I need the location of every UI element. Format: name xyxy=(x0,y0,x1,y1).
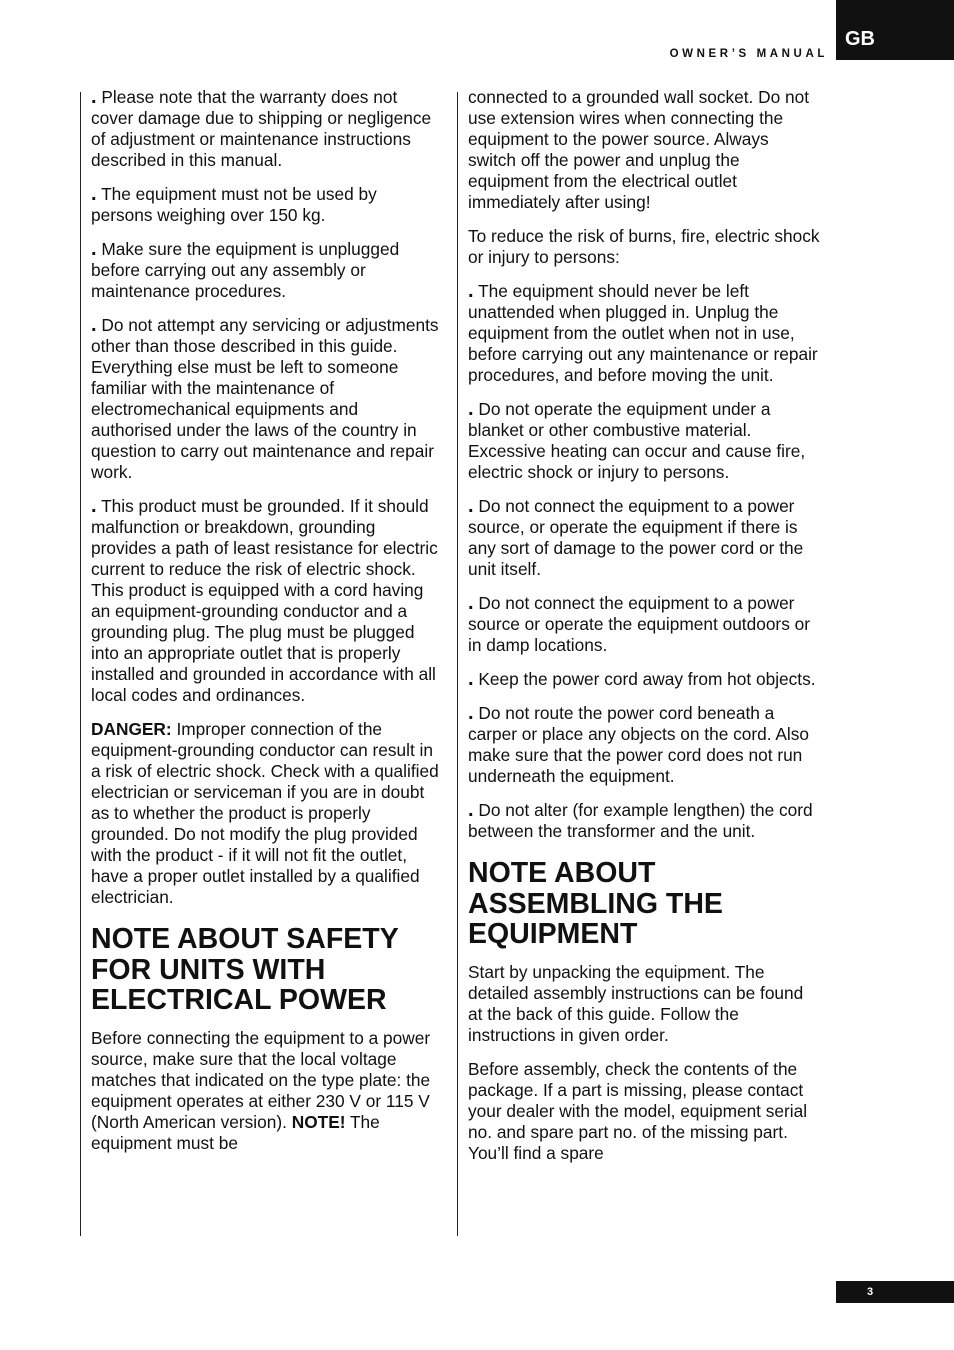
danger-text: Improper connection of the equipment-grounding conductor can result in a risk of electric shock. Check with a qualified electrician or serviceman if you are in doubt as to whether the product is properly grounded. Do not modify the plug provided with the product - if it will not fit the outlet, have a proper outlet installed by a qualified electrician. xyxy=(91,719,439,907)
voltage-paragraph xyxy=(91,1028,443,1154)
heading-assembly: NOTE ABOUT ASSEMBLING THE EQUIPMENT xyxy=(468,857,723,950)
paragraph-text: The equipment must be xyxy=(91,1111,380,1153)
bullet-icon: . xyxy=(468,592,474,614)
running-head: OWNER’S MANUAL xyxy=(669,48,828,60)
bullet-icon: . xyxy=(468,799,474,821)
bullet-icon: . xyxy=(91,86,97,108)
paragraph-text: The equipment should never be left unattended when plugged in. Unplug the equipment from the outlet when not in use, before carrying out any maintenance or repair procedures, and before moving the unit. xyxy=(468,281,818,385)
bullet-paragraph xyxy=(468,669,820,690)
bullet-icon: . xyxy=(468,668,474,690)
paragraph: To reduce the risk of burns, fire, electric shock or injury to persons: xyxy=(468,226,820,267)
bullet-icon: . xyxy=(468,702,474,724)
bullet-icon: . xyxy=(91,314,97,336)
language-tab: GB xyxy=(836,0,954,60)
paragraph-text: Before connecting the equipment to a power source, make sure that the local voltage matches that indicated on the type plate: the equipment operates at either 230 V or 115 V (North American version). xyxy=(91,1027,431,1132)
danger-label: DANGER: xyxy=(91,719,172,739)
paragraph-text: Do not route the power cord beneath a carper or place any objects on the cord. Also make sure that the power cord does not run underneath the equipment. xyxy=(468,703,810,786)
paragraph-text: Do not alter (for example lengthen) the cord between the transformer and the unit. xyxy=(468,800,813,841)
column-rule-left xyxy=(80,92,81,1236)
danger-paragraph xyxy=(91,719,443,908)
paragraph-text: Do not operate the equipment under a blanket or other combustive material. Excessive heating can occur and cause fire, electric shock or injury to persons. xyxy=(468,399,806,482)
paragraph-text: Do not attempt any servicing or adjustments other than those described in this guide. Everything else must be left to someone familiar with the maintenance of electromechanical equipments and authorised under the laws of the country in question to carry out maintenance and repair work. xyxy=(91,315,439,482)
bullet-icon: . xyxy=(468,495,474,517)
paragraph: Start by unpacking the equipment. The detailed assembly instructions can be found at the back of this guide. Follow the instructions in given order. xyxy=(468,961,804,1045)
right-column xyxy=(468,87,820,1177)
paragraph-text: Please note that the warranty does not cover damage due to shipping or negligence of adjustment or maintenance instructions described in this manual. xyxy=(91,87,432,170)
bullet-paragraph xyxy=(91,496,443,706)
paragraph: connected to a grounded wall socket. Do not use extension wires when connecting the equipment to the power source. Always switch off the power and unplug the equipment from the electrical outlet immediately after using! xyxy=(468,87,810,212)
note-label: NOTE! xyxy=(291,1111,346,1132)
bullet-paragraph xyxy=(468,703,820,787)
paragraph-text: Do not connect the equipment to a power source, or operate the equipment if there is any sort of damage to the power cord or the unit itself. xyxy=(468,496,804,579)
bullet-paragraph xyxy=(468,593,820,656)
bullet-icon: . xyxy=(91,238,97,260)
paragraph-text: This product must be grounded. If it should malfunction or breakdown, grounding provides a path of least resistance for electric current to reduce the risk of electric shock. This product is equipped with a cord having an equipment-grounding conductor and a grounding plug. The plug must be plugged into an appropriate outlet that is properly installed and grounded in accordance with all local codes and ordinances. xyxy=(91,496,438,705)
paragraph: Before assembly, check the contents of the package. If a part is missing, please contact your dealer with the model, equipment serial no. and spare part no. of the missing part. You’ll find a spare xyxy=(468,1058,808,1163)
heading-electrical-safety: NOTE ABOUT SAFETY FOR UNITS WITH ELECTRICAL POWER xyxy=(91,923,399,1016)
paragraph-text: Keep the power cord away from hot objects. xyxy=(478,669,816,689)
left-column xyxy=(91,87,443,1167)
bullet-paragraph xyxy=(468,800,820,842)
bullet-icon: . xyxy=(91,495,97,517)
bullet-paragraph xyxy=(91,239,443,302)
bullet-paragraph xyxy=(468,399,820,483)
bullet-paragraph xyxy=(468,281,820,386)
bullet-paragraph xyxy=(468,496,820,580)
bullet-icon: . xyxy=(91,183,97,205)
bullet-paragraph xyxy=(91,87,443,171)
bullet-paragraph xyxy=(91,315,443,483)
bullet-paragraph xyxy=(91,184,443,226)
paragraph-text: Do not connect the equipment to a power source or operate the equipment outdoors or in damp locations. xyxy=(468,593,810,655)
bullet-icon: . xyxy=(468,280,474,302)
bullet-icon: . xyxy=(468,398,474,420)
page-number: 3 xyxy=(836,1281,954,1303)
paragraph-text: The equipment must not be used by persons weighing over 150 kg. xyxy=(91,184,377,225)
paragraph-text: Make sure the equipment is unplugged before carrying out any assembly or maintenance procedures. xyxy=(91,239,400,301)
column-rule-right xyxy=(457,92,458,1236)
